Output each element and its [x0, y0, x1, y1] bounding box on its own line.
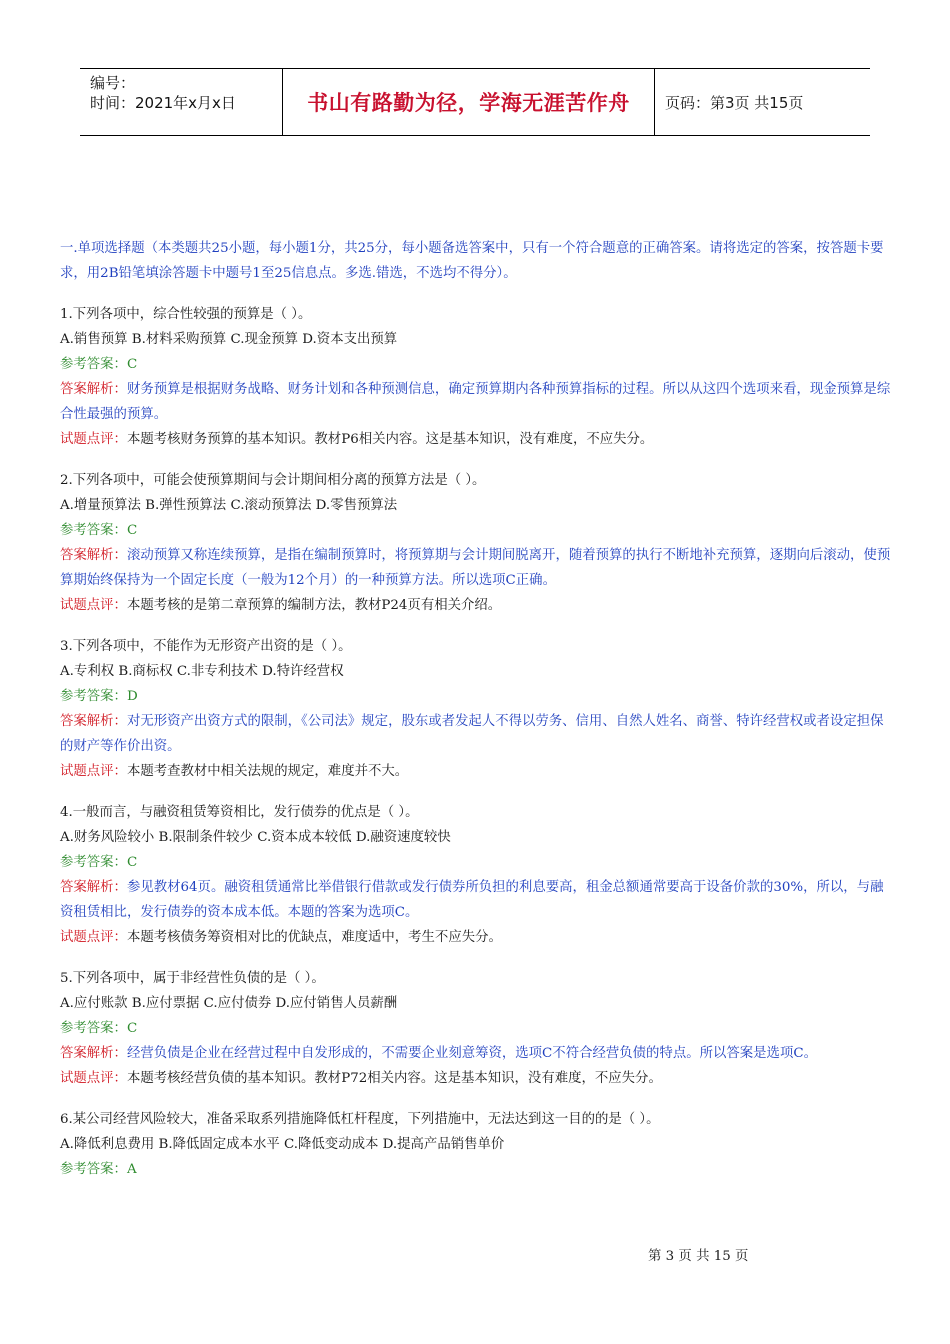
question-options: A.增量预算法 B.弹性预算法 C.滚动预算法 D.零售预算法 [60, 498, 398, 513]
answer-label: 参考答案： [60, 357, 127, 372]
answer-label: 参考答案： [60, 523, 127, 538]
header-page-info: 页码：第3页 共15页 [665, 93, 804, 112]
explanation-text: 参见教材64页。融资租赁通常比举借银行借款或发行债券所负担的利息要高，租金总额通常要高于设备价款的30%，所以，与融资租赁相比，发行债券的资本成本低。本题的答案为选项C。 [60, 880, 884, 920]
page-header [80, 68, 870, 136]
explanation-text: 滚动预算又称连续预算，是指在编制预算时，将预算期与会计期间脱离开，随着预算的执行不断地补充预算，逐期向后滚动，使预算期始终保持为一个固定长度（一般为12个月）的一种预算方法。所以选项C正确。 [60, 548, 891, 588]
answer-value: D [126, 689, 138, 704]
explanation-label: 答案解析： [60, 880, 127, 895]
question-block [60, 800, 896, 950]
question-text: 6.某公司经营风险较大，准备采取系列措施降低杠杆程度，下列措施中，无法达到这一目的的是（ ）。 [60, 1112, 660, 1127]
question-text: 1.下列各项中，综合性较强的预算是（ ）。 [60, 307, 312, 322]
comment-label: 试题点评： [60, 764, 127, 779]
question-text: 4.一般而言，与融资租赁筹资相比，发行债券的优点是（ ）。 [60, 805, 419, 820]
answer-label: 参考答案： [60, 1162, 127, 1177]
page-footer: 第 3 页 共 15 页 [648, 1249, 749, 1264]
header-motto: 书山有路勤为径，学海无涯苦作舟 [307, 91, 630, 115]
doc-number-label: 编号： [90, 74, 136, 92]
explanation-text: 经营负债是企业在经营过程中自发形成的，不需要企业刻意筹资，选项C不符合经营负债的特点。所以答案是选项C。 [126, 1046, 817, 1061]
comment-label: 试题点评： [60, 432, 127, 447]
answer-value: C [126, 523, 138, 538]
comment-text: 本题考查教材中相关法规的规定，难度并不大。 [126, 764, 409, 779]
question-text: 3.下列各项中，不能作为无形资产出资的是（ ）。 [60, 639, 352, 654]
question-text: 2.下列各项中，可能会使预算期间与会计期间相分离的预算方法是（ ）。 [60, 473, 486, 488]
question-options: A.销售预算 B.材料采购预算 C.现金预算 D.资本支出预算 [60, 332, 398, 347]
explanation-label: 答案解析： [60, 382, 127, 397]
answer-value: A [126, 1162, 137, 1177]
question-block [60, 302, 896, 452]
question-options: A.专利权 B.商标权 C.非专利技术 D.特许经营权 [60, 664, 344, 679]
answer-label: 参考答案： [60, 689, 127, 704]
question-block [60, 966, 896, 1091]
comment-text: 本题考核的是第二章预算的编制方法，教材P24页有相关介绍。 [126, 598, 502, 613]
answer-label: 参考答案： [60, 855, 127, 870]
question-block [60, 1107, 896, 1182]
header-motto-cell [282, 69, 655, 135]
explanation-text: 财务预算是根据财务战略、财务计划和各种预测信息，确定预算期内各种预算指标的过程。所以从这四个选项来看，现金预算是综合性最强的预算。 [60, 382, 891, 422]
answer-label: 参考答案： [60, 1021, 127, 1036]
explanation-label: 答案解析： [60, 1046, 127, 1061]
answer-value: C [126, 357, 138, 372]
answer-value: C [126, 1021, 138, 1036]
question-block [60, 634, 896, 784]
comment-label: 试题点评： [60, 930, 127, 945]
question-options: A.应付账款 B.应付票据 C.应付债券 D.应付销售人员薪酬 [60, 996, 398, 1011]
comment-label: 试题点评： [60, 1071, 127, 1086]
question-block [60, 468, 896, 618]
header-meta [80, 69, 282, 135]
explanation-label: 答案解析： [60, 714, 127, 729]
explanation-label: 答案解析： [60, 548, 127, 563]
comment-text: 本题考核财务预算的基本知识。教材P6相关内容。这是基本知识，没有难度，不应失分。 [126, 432, 654, 447]
document-body [60, 236, 896, 1198]
answer-value: C [126, 855, 138, 870]
question-text: 5.下列各项中，属于非经营性负债的是（ ）。 [60, 971, 325, 986]
question-options: A.降低利息费用 B.降低固定成本水平 C.降低变动成本 D.提高产品销售单价 [60, 1137, 505, 1152]
comment-text: 本题考核经营负债的基本知识。教材P72相关内容。这是基本知识，没有难度，不应失分。 [126, 1071, 662, 1086]
comment-text: 本题考核债务筹资相对比的优缺点，难度适中，考生不应失分。 [126, 930, 502, 945]
explanation-text: 对无形资产出资方式的限制，《公司法》规定，股东或者发起人不得以劳务、信用、自然人姓名、商誉、特许经营权或者设定担保的财产等作价出资。 [60, 714, 884, 754]
doc-time: 时间：2021年x月x日 [90, 94, 236, 112]
question-options: A.财务风险较小 B.限制条件较少 C.资本成本较低 D.融资速度较快 [60, 830, 451, 845]
comment-label: 试题点评： [60, 598, 127, 613]
section-intro: 一.单项选择题（本类题共25小题，每小题1分，共25分，每小题备选答案中，只有一个符合题意的正确答案。请将选定的答案，按答题卡要求，用2B铅笔填涂答题卡中题号1至25信息点。多选.错选，不选均不得分）。 [60, 241, 884, 281]
